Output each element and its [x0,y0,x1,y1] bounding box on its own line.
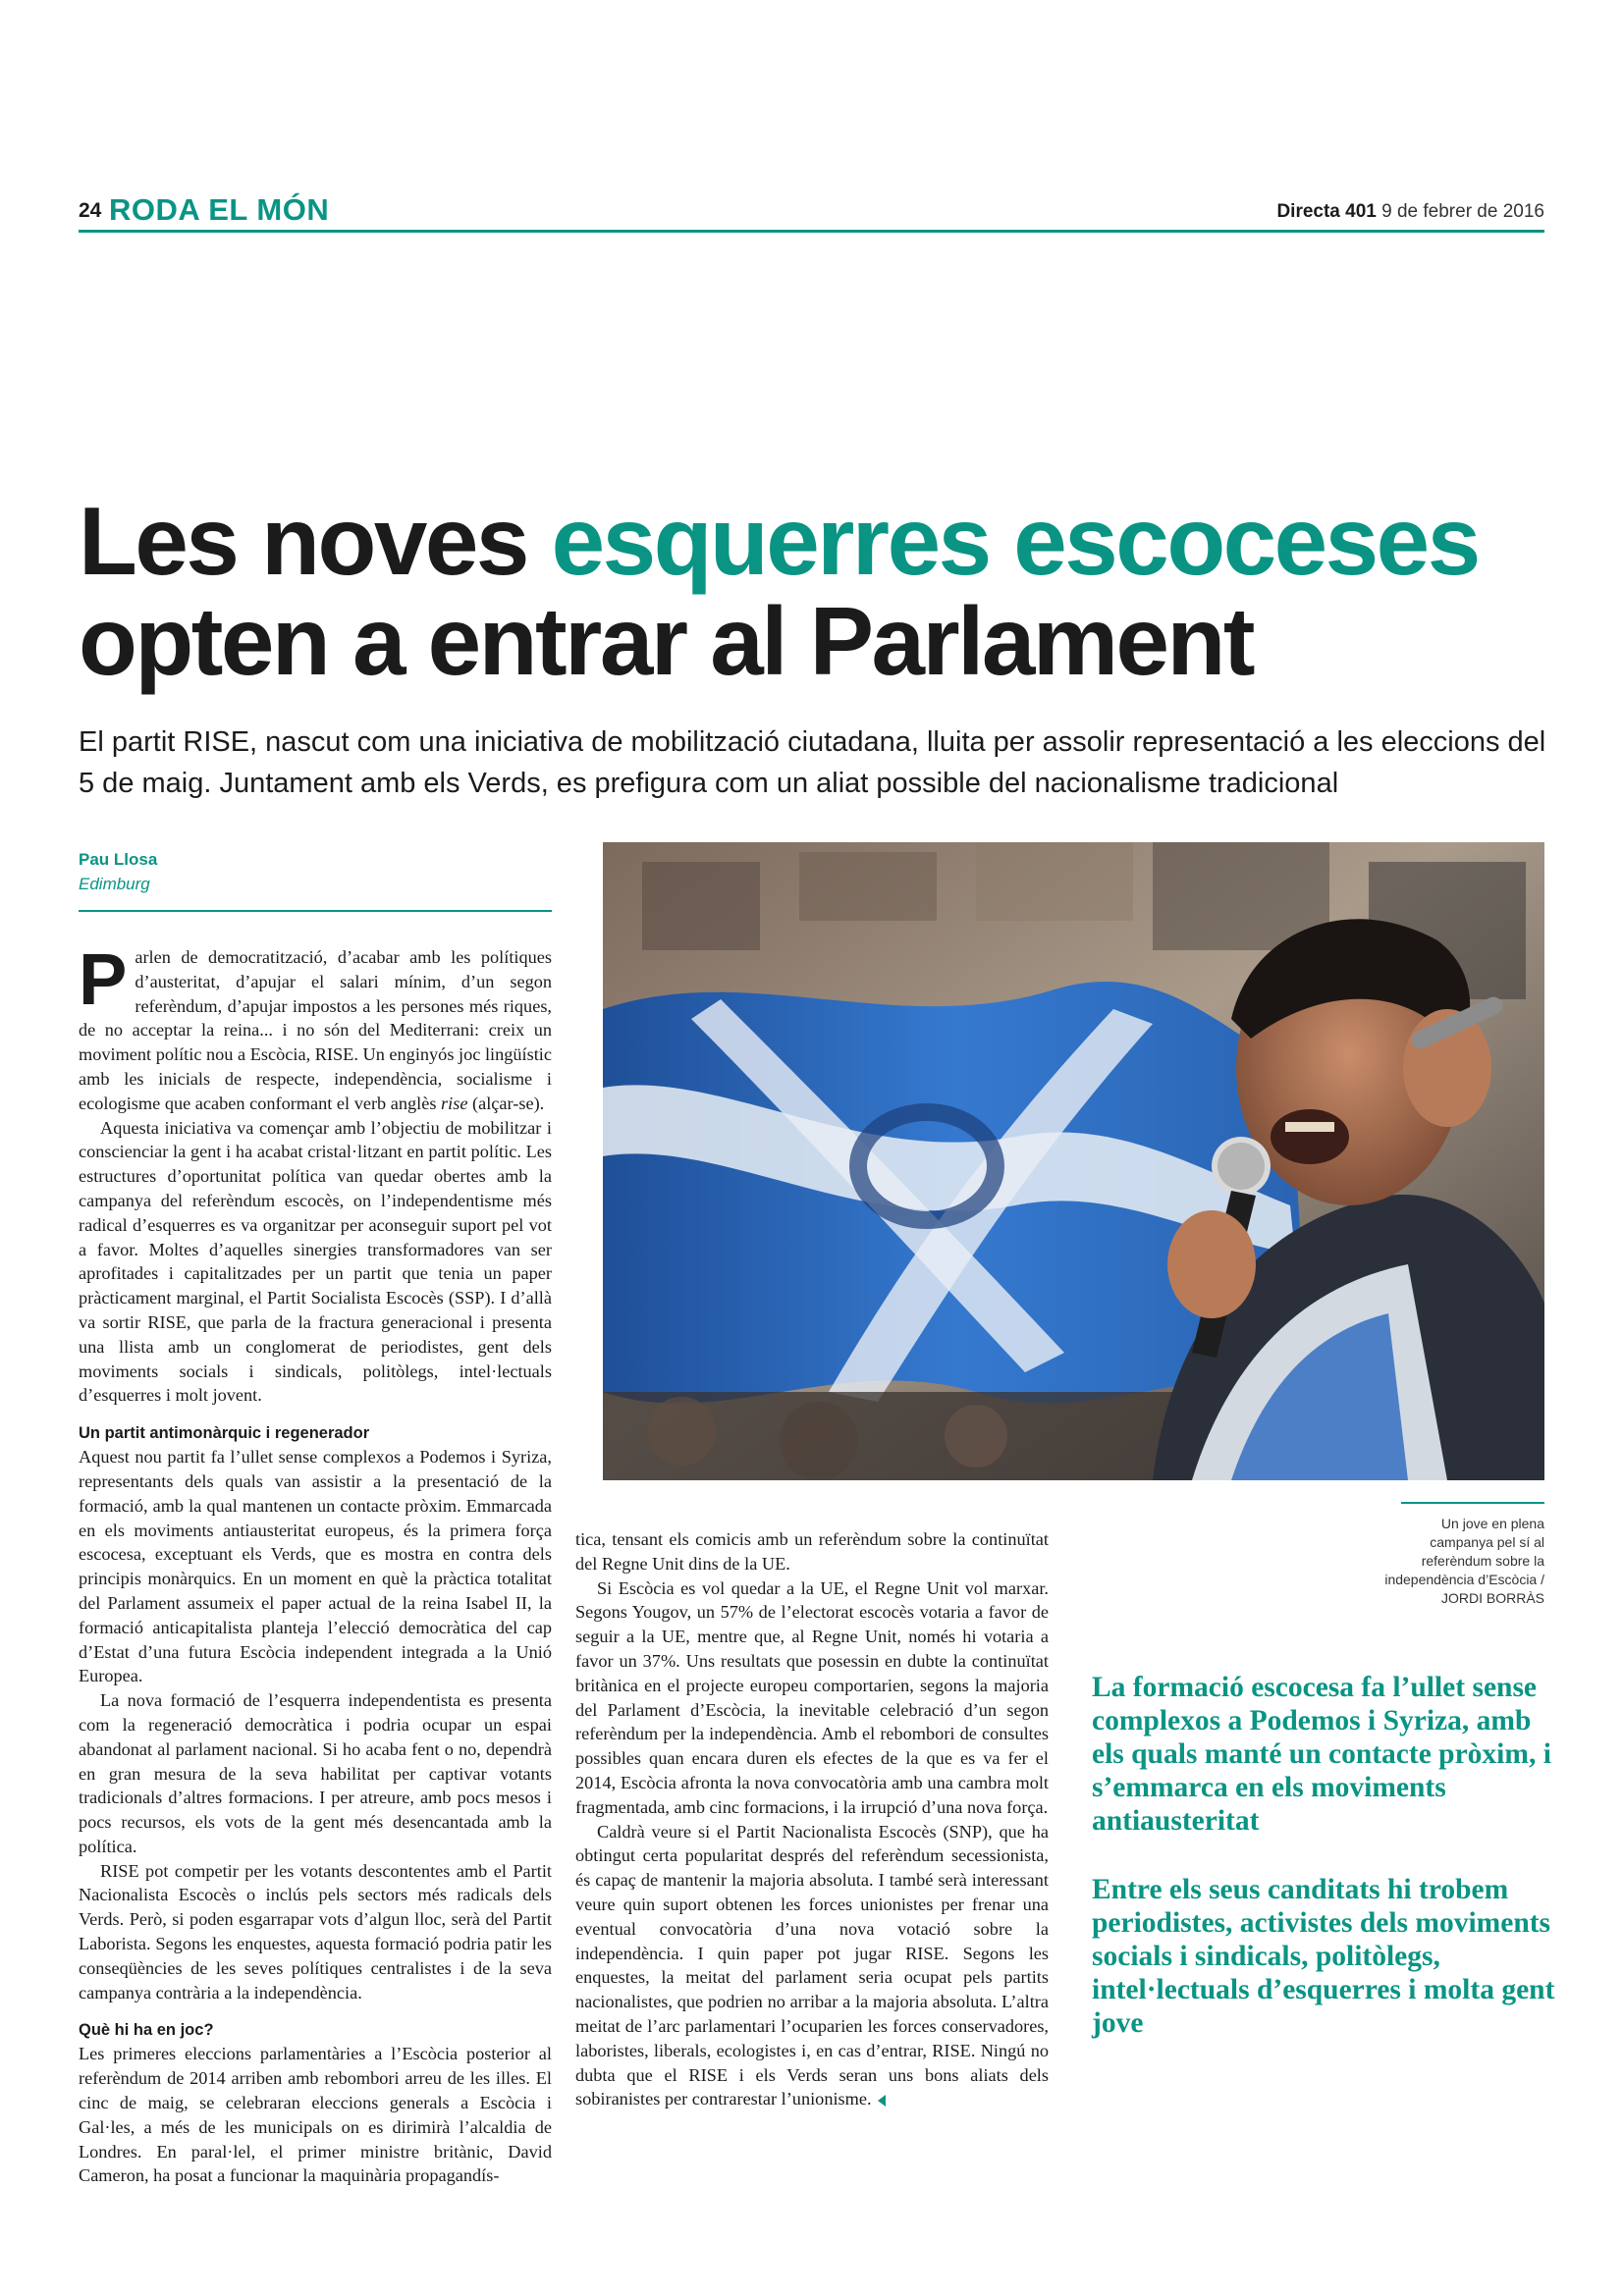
body-paragraph: Aquest nou partit fa l’ullet sense complexos a Podemos i Syriza, representants dels quals van assistir a la presentació de la formació, amb la qual mantenen un contacte pròxim. Emmarcada en els moviments antiausteritat europeus, és la primera força escocesa, exceptuant els Verds, que es mostra en contra dels principis monàrquics. En un moment en què la pràctica totalitat del Parlament assumeix el paper actual de la reina Isabel II, la formació anticapitalista planteja l’elecció democràtica del cap d’Estat d’una futura Escòcia independent integrada a la Unió Europea. [79,1447,552,1686]
article-photo [603,842,1544,1480]
subheading: Què hi ha en joc? [79,2021,214,2040]
body-paragraph: Caldrà veure si el Partit Nacionalista Escocès (SNP), que ha obtingut certa popularitat després del referèndum secessionista, és capaç de mantenir la majoria absoluta. I també serà interessant veure quin suport obtenen les forces unionistes per frenar una eventual convocatòria d’una nova votació sobre la independència. I quin paper pot jugar RISE. Segons les enquestes, la meitat del parlament seria ocupat pels partits nacionalistes, que podrien no arribar a la majoria absoluta. L’altra meitat de l’arc parlamentari l’ocuparien les forces conservadores, laboristes, liberals, ecologistes i, en cas d’entrar, RISE. Ningú no dubta que el RISE i els Verds seran uns bons aliats dels sobiranistes per contrarestar l’unionisme. [575,1821,1049,2109]
page-number: 24 [79,199,102,222]
byline-place: Edimburg [79,875,150,893]
byline-rule [79,910,552,912]
body-paragraph: tica, tensant els comicis amb un referèndum sobre la continuïtat del Regne Unit dins de la UE. [575,1529,1049,1574]
headline [79,487,1571,695]
standfirst: El partit RISE, nascut com una iniciativa de mobilització ciutadana, lluita per assolir representació a les eleccions del 5 de maig. Juntament amb els Verds, es prefigura com un aliat possible del nacionalisme tradicional [79,726,1546,799]
body-paragraph: Si Escòcia es vol quedar a la UE, el Regne Unit vol marxar. Segons Yougov, un 57% de l’electorat escocès votaria a favor de seguir a la UE, mentre que, al Regne Unit, només hi votaria a favor un 37%. Uns resultats que posessin en dubte la continuïtat britànica en el projecte europeu comportarien, segons la majoria del Parlament d’Escòcia, la inevitable celebració d’un segon referèndum per la independència. Amb el rebombori de consultes possibles quan encara duren els efectes de la que es va fer el 2014, Escòcia afronta la nova convocatòria amb una cambra molt fragmentada, amb cinc formacions, i la irrupció d’una nova força. [575,1577,1049,1817]
end-of-article-icon [878,2095,886,2107]
photo-caption: Un jove en plena campanya pel sí al referèndum sobre la independència d’Escòcia / JORDI BORRÀS [1384,1516,1544,1606]
pull-quote: Entre els seus canditats hi trobem periodistes, activistes dels moviments socials i sindicals, politòlegs, intel·lectuals d’esquerres i molta gent jove [1092,1874,1555,2039]
byline-author: Pau Llosa [79,850,158,869]
article-column-2 [575,1527,1049,2111]
body-paragraph: Les primeres eleccions parlamentàries a l’Escòcia posterior al referèndum de 2014 arriben amb rebombori arreu de les illes. El cinc de maig, se celebraran eleccions generals a Escòcia i Gal·les, a més de les municipals on es dirimirà l’alcaldia de Londres. En paral·lel, el primer ministre britànic, David Cameron, ha posat a funcionar la maquinària propagandís- [79,2044,552,2186]
drop-cap: P [79,938,128,1020]
header-rule [79,230,1544,233]
headline-line2: opten a entrar al Parlament [79,587,1254,695]
section-title: RODA EL MÓN [109,192,330,227]
pull-quote: La formació escocesa fa l’ullet sense complexos a Podemos i Syriza, amb els quals manté un contacte pròxim, i s’emmarca en els moviments antiausteritat [1092,1672,1551,1837]
body-paragraph: La nova formació de l’esquerra independentista es presenta com la regeneració democràtica i podria ocupar un espai abandonat al parlament nacional. Si ho acaba fent o no, dependrà en gran mesura de la seva habilitat per captivar votants tradicionals d’altres formacions. I per atreure, amb pocs mesos i pocs recursos, els vots de la gent més desencantada amb la política. [79,1690,552,1856]
publication-date: 9 de febrer de 2016 [1381,201,1544,222]
article-column-1 [79,938,552,2188]
body-paragraph: Parlen de democratització, d’acabar amb les polítiques d’austeritat, d’apujar el salari mínim, d’un segon referèndum, d’apujar impostos a les persones més riques, de no acceptar la reina... i no són del Mediterrani: creix un moviment polític nou a Escòcia, RISE. Un enginyós joc lingüístic amb les inicials de respecte, independència, socialisme i ecologisme que acaben conformant el verb anglès rise (alçar-se). [79,938,552,1113]
publication-name: Directa 401 [1276,201,1377,222]
body-paragraph: Aquesta iniciativa va començar amb l’objectiu de mobilitzar i conscienciar la gent i ha acabat cristal·litzant en partit polític. Les estructures d’oportunitat política van quedar obertes amb la campanya del referèndum escocès, on l’independentisme més radical d’esquerres es va organitzar per aconseguir suport pel vot a favor. Moltes d’aquelles sinergies transformadores van ser aprofitades i capitalitzades per un partit que tenia un paper pràcticament marginal, el Partit Socialista Escocès (SSP). I d’allà va sortir RISE, que parla de la fractura generacional i presenta una llista amb un conglomerat de periodistes, gent dels moviments socials i sindicals, politòlegs, intel·lectuals d’esquerres i molt jovent. [79,1117,552,1406]
subheading: Un partit antimonàrquic i regenerador [79,1424,370,1443]
publication-info [1276,201,1544,223]
headline-accent: esquerres escoceses [551,487,1479,595]
caption-rule [1401,1502,1544,1504]
headline-part1: Les noves [79,487,552,595]
body-paragraph: RISE pot competir per les votants descontentes amb el Partit Nacionalista Escocès o inclús pels sectors més radicals dels Verds. Però, si poden esgarrapar vots d’algun lloc, serà del Partit Laborista. Segons les enquestes, aquesta formació podria patir les conseqüències de les seves polítiques centralistes i de la seva campanya contrària a la independència. [79,1860,552,2002]
